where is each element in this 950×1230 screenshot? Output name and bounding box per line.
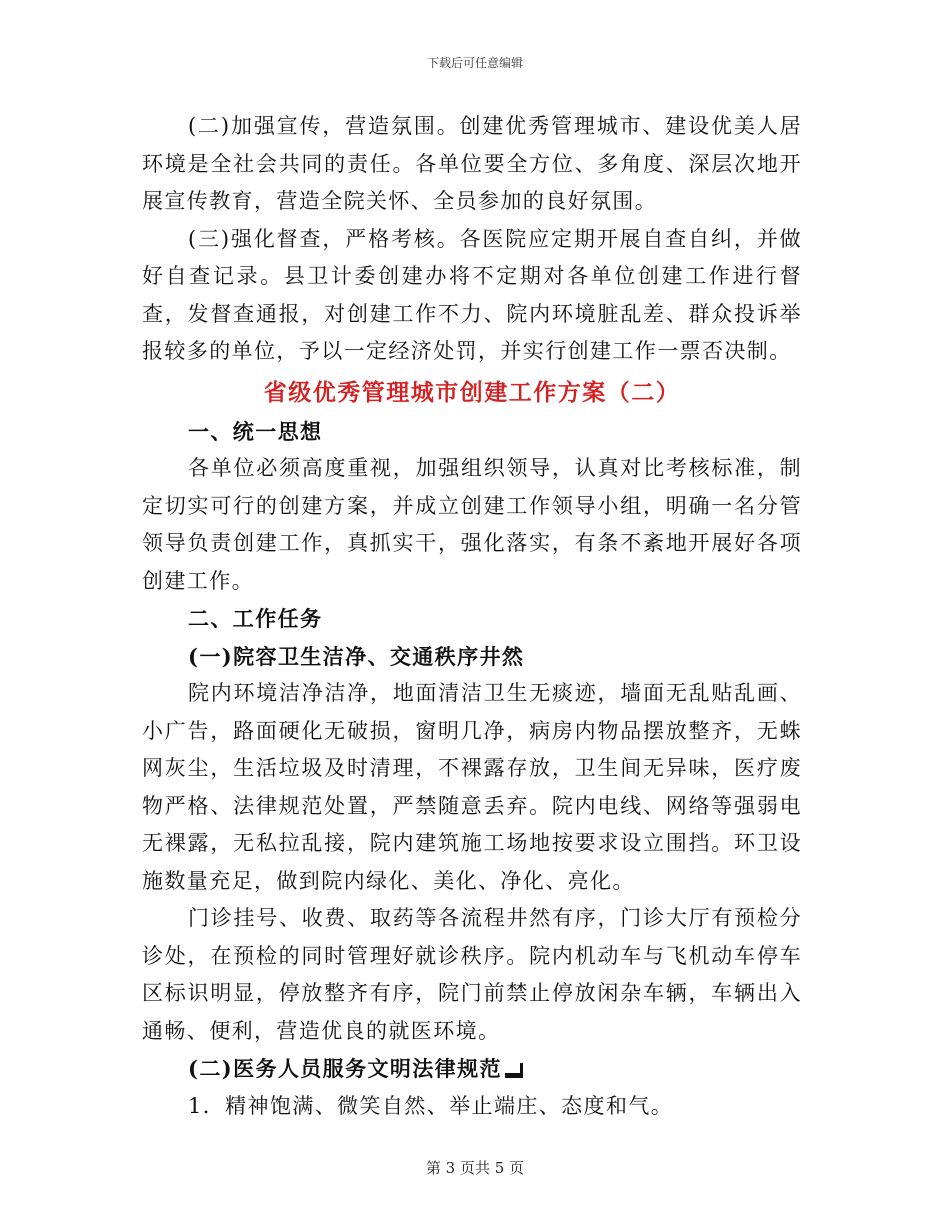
paragraph-staff-demeanor: 1．精神饱满、微笑自然、举止端庄、态度和气。 [188, 1093, 674, 1118]
heading-hospital-sanitation: (一)院容卫生洁净、交通秩序井然 [188, 643, 525, 669]
paragraph-end-mark-icon [505, 1073, 523, 1078]
paragraph-supervision: (三)强化督查，严格考核。各医院应定期开展自查自纠，并做好自查记录。县卫计委创建办将不定期对各单位创建工作进行督查，发督查通报，对创建工作不力、院内环境脏乱差、群众投诉举报较多的单位，予以一定经济处罚，并实行创建工作一票否决制。 [142, 226, 802, 363]
document-title: 省级优秀管理城市创建工作方案（二） [263, 378, 681, 406]
page-footer: 第 3 页共 5 页 [425, 1159, 525, 1177]
heading-work-tasks: 二、工作任务 [188, 606, 323, 631]
paragraph-publicity: (二)加强宣传，营造氛围。创建优秀管理城市、建设优美人居环境是全社会共同的责任。各单位要全方位、多角度、深层次地开展宣传教育，营造全院关怀、全员参加的良好氛围。 [142, 114, 802, 213]
heading-medical-staff-service [142, 1050, 802, 1088]
paragraph-outpatient-order: 门诊挂号、收费、取药等各流程井然有序，门诊大厅有预检分诊处，在预检的同时管理好就诊秩序。院内机动车与飞机动车停车区标识明显，停放整齐有序，院门前禁止停放闲杂车辆，车辆出入通畅、便利，营造优良的就医环境。 [142, 906, 802, 1043]
paragraph-unify-thinking: 各单位必须高度重视，加强组织领导，认真对比考核标准，制定切实可行的创建方案，并成立创建工作领导小组，明确一名分管领导负责创建工作，真抓实干，强化落实，有条不紊地开展好各项创建工作。 [142, 456, 802, 593]
page-header: 下载后可任意编辑 [426, 56, 523, 70]
document-body [142, 108, 802, 1125]
heading-medical-staff-service-text: (二)医务人员服务文明法律规范 [188, 1056, 502, 1081]
heading-unify-thinking: 一、统一思想 [188, 418, 323, 444]
paragraph-hospital-environment: 院内环境洁净洁净，地面清洁卫生无痰迹，墙面无乱贴乱画、小广告，路面硬化无破损，窗明几净，病房内物品摆放整齐，无蛛网灰尘，生活垃圾及时清理，不裸露存放，卫生间无异味，医疗废物严格、法律规范处置，严禁随意丢弃。院内电线、网络等强弱电无裸露，无私拉乱接，院内建筑施工场地按要求设立围挡。环卫设施数量充足，做到院内绿化、美化、净化、亮化。 [142, 681, 802, 893]
